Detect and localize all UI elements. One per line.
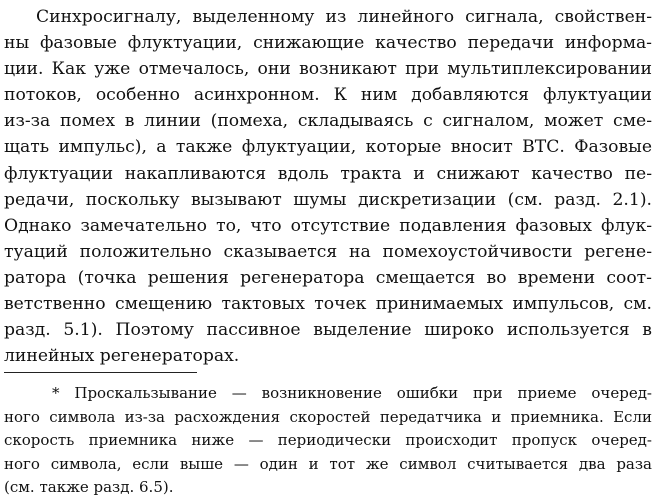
footnote-line: * Проскальзывание — возникновение ошибки при приеме очеред- — [52, 384, 652, 402]
text-line: Однако замечательно то, что отсутствие подавления фазовых флук- — [4, 215, 652, 236]
footnote-line: ного символа из-за расхождения скоростей передатчика и приемника. Если — [4, 407, 652, 426]
footnote-line: ного символа, если выше — один и тот же символ считывается два раза — [4, 454, 652, 473]
text-line: Синхросигналу, выделенному из линейного сигнала, свойствен- — [36, 7, 652, 27]
text-line: из-за помех в линии (помеха, складываясь с сигналом, может сме- — [4, 111, 652, 132]
footnote-divider — [4, 372, 197, 373]
text-line: туаций положительно сказывается на помехоустойчивости регене- — [4, 241, 652, 262]
text-line: флуктуации накапливаются вдоль тракта и снижают качество пе- — [4, 163, 652, 184]
footnote-line: скорость приемника ниже — периодически происходит пропуск очеред- — [4, 431, 652, 449]
text-line: редачи, поскольку вызывают шумы дискретизации (см. разд. 2.1). — [4, 189, 652, 210]
text-line: ции. Как уже отмечалось, они возникают при мультиплексировании — [4, 59, 652, 80]
text-line: ратора (точка решения регенератора смещается во времени соот- — [4, 267, 652, 288]
text-line: ны фазовые флуктуации, снижающие качество передачи информа- — [4, 33, 652, 54]
text-line: ветственно смещению тактовых точек принимаемых импульсов, см. — [4, 294, 652, 315]
main-paragraph — [4, 4, 652, 369]
text-line: потоков, особенно асинхронном. К ним добавляются флуктуации — [4, 85, 652, 106]
text-line: линейных регенераторах. — [4, 346, 240, 367]
text-line: разд. 5.1). Поэтому пассивное выделение широко используется в — [4, 320, 652, 341]
footnote — [4, 382, 652, 500]
footnote-line: (см. также разд. 6.5). — [4, 478, 174, 496]
text-line: щать импульс), а также флуктуации, которые вносит ВТС. Фазовые — [4, 137, 652, 158]
